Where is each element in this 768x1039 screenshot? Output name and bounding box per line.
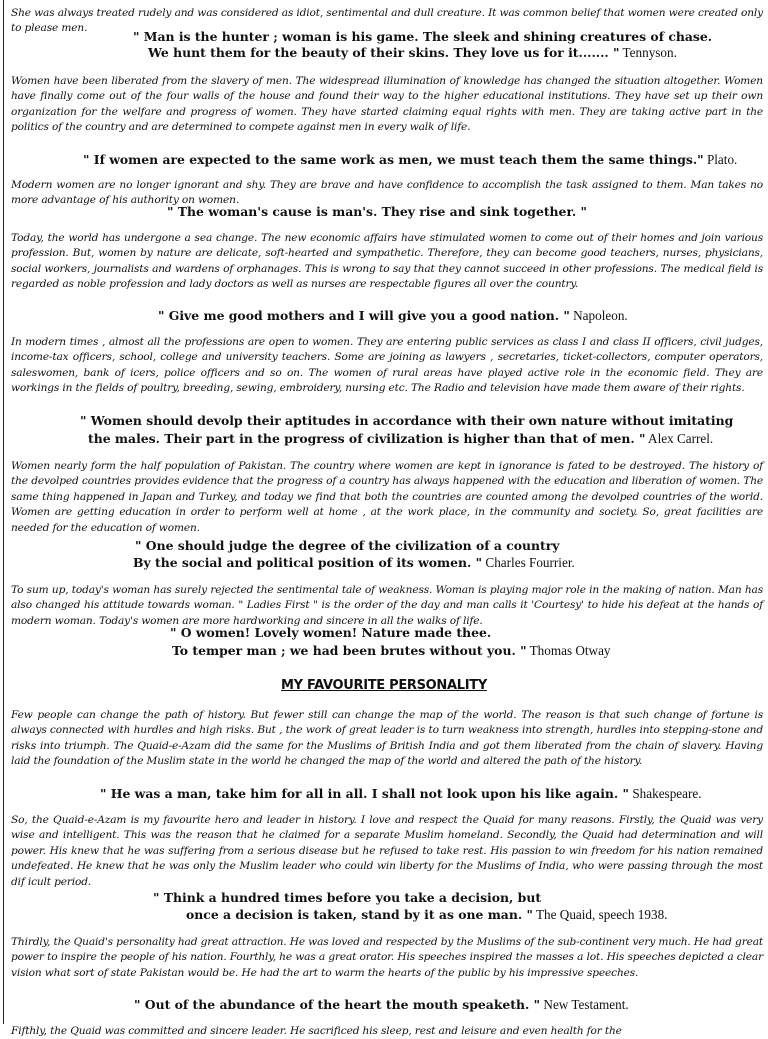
quote-text: " Women should devolp their aptitudes in accordance with their own nature without imitating xyxy=(80,413,734,428)
quote-author: Plato. xyxy=(703,152,738,167)
quote-text: " One should judge the degree of the civilization of a country xyxy=(135,538,560,553)
quote-text: " If women are expected to the same work as men, we must teach them the same things." xyxy=(83,152,704,167)
paragraph-intro: She was always treated rudely and was considered as idiot, sentimental and dull creature. It was common belief that women were created only to please men. xyxy=(11,6,763,35)
quote-text: the males. Their part in the progress of civilization is higher than that of men. " xyxy=(88,431,646,446)
quote-author: New Testament. xyxy=(540,997,629,1012)
quote-text: " He was a man, take him for all in all. I shall not look upon his like again. " xyxy=(100,786,630,801)
paragraph-sum-up: To sum up, today's woman has surely rejected the sentimental tale of weakness. Woman is playing major role in the making of nation. Man has also changed his attitude towards woman. " Ladies First " is the order of the day and man calls it 'Courtesy' to hide his defeat at the hands of modern woman. Today's women are more hardworking and sincere in all the walks of life. xyxy=(11,583,763,627)
quote-author: Shakespeare. xyxy=(629,786,702,801)
quote-author: Napoleon. xyxy=(569,308,628,323)
quote-author: Thomas Otway xyxy=(526,643,611,658)
paragraph-change-history: Few people can change the path of history. But fewer still can change the map of the world. The reason is that such change of fortune is always connected with hurdles and high risks. But , the work of great leader is to turn weakness into strength, hurdles into stepping-stone and risks into triumph. The Quaid-e-Azam did the same for the Muslims of British India and got them liberated from the chain of slavery. Having laid the foundation of the Muslim state in the world he changed the map of the world and altered the path of the history. xyxy=(11,708,763,768)
quote-text: " Out of the abundance of the heart the mouth speaketh. " xyxy=(134,997,541,1012)
paragraph-attraction: Thirdly, the Quaid's personality had great attraction. He was loved and respected by the Muslims of the sub-continent very much. He had great power to inspire the people of his nation. Fourthly, he was a great orator. His speeches inspired the masses a lot. His speeches depicted a clear vision what sort of state Pakistan would be. He had the art to warm the hearts of the public by his impressive speeches. xyxy=(11,935,763,979)
quote-text: once a decision is taken, stand by it as one man. " xyxy=(186,907,533,922)
quote-author: Tennyson. xyxy=(619,45,677,60)
quote-text: We hunt them for the beauty of their skins. They love us for it....... " xyxy=(148,45,620,60)
section-heading: MY FAVOURITE PERSONALITY xyxy=(281,678,487,693)
paragraph-favourite-hero: So, the Quaid-e-Azam is my favourite hero and leader in history. I love and respect the Quaid for many reasons. Firstly, the Quaid was very wise and intelligent. This was the reason that he claimed for a separate Muslim homeland. Secondly, the Quaid had determination and will power. His knew that he was suffering from a serious disease but he refused to take rest. His passion to win freedom for his nation remained undefeated. He knew that he was only the Muslim leader who could win liberty for the Muslims of India, who were passing through the most dif icult period. xyxy=(11,813,763,888)
quote-author: The Quaid, speech 1938. xyxy=(532,907,668,922)
paragraph-modern-women: Modern women are no longer ignorant and shy. They are brave and have confidence to accomplish the task assigned to them. Man takes no more advantage of his authority on women. xyxy=(11,178,763,207)
left-border-line xyxy=(3,0,4,1024)
paragraph-pakistan: Women nearly form the half population of Pakistan. The country where women are kept in ignorance is fated to be destroyed. The history of the devolped countries provides evidence that the progress of a country has always happened with the education and liberation of women. The same thing happened in Japan and Turkey, and today we find that both the countries are counted among the devolped countries of the world. Women are getting education in order to perform well at home , at the work place, in the community and society. So, great facilities are needed for the education of women. xyxy=(11,459,763,534)
quote-text: " Man is the hunter ; woman is his game. The sleek and shining creatures of chase. xyxy=(133,29,713,44)
quote-text: " Give me good mothers and I will give you a good nation. " xyxy=(158,308,570,323)
paragraph-women-liberated: Women have been liberated from the slavery of men. The widespread illumination of knowledge has changed the situation altogether. Women have finally come out of the four walls of the house and found their way to the higher educational institutions. They have set up their own organization for the welfare and progress of women. They have started claiming equal rights with men. They are taking active part in the politics of the country and are determined to compete against men in every walk of life. xyxy=(11,74,763,134)
quote-text: " Think a hundred times before you take a decision, but xyxy=(153,890,542,905)
quote-author: Alex Carrel. xyxy=(645,431,714,446)
quote-text: By the social and political position of its women. " xyxy=(133,555,483,570)
paragraph-committed-leader: Fifthly, the Quaid was committed and sincere leader. He sacrificed his sleep, rest and leisure and even health for the xyxy=(11,1024,622,1037)
paragraph-professions: In modern times , almost all the professions are open to women. They are entering public services as class I and class II officers, civil judges, income-tax officers, school, college and university teachers. Some are joining as lawyers , secretaries, ticket-collectors, computer operators, saleswomen, bank of icers, police officers and so on. The women of rural areas have played active role in the economic field. They are workings in the fields of poultry, breeding, sewing, embroidery, nursing etc. The Radio and television have made them aware of their rights. xyxy=(11,335,763,395)
quote-text: " The woman's cause is man's. They rise and sink together. " xyxy=(167,204,587,219)
paragraph-sea-change: Today, the world has undergone a sea change. The new economic affairs have stimulated women to come out of their homes and join various profession. But, women by nature are delicate, soft-hearted and sympathetic. Therefore, they can become good teachers, nurses, physicians, social workers, journalists and wardens of orphanages. This is wrong to say that they cannot succeed in other professions. The medical field is regarded as noble profession and lady doctors as well as nurses are respectable figures all over the country. xyxy=(11,231,763,291)
quote-author: Charles Fourrier. xyxy=(482,555,575,570)
quote-text: To temper man ; we had been brutes without you. " xyxy=(172,643,527,658)
quote-text: " O women! Lovely women! Nature made thee. xyxy=(170,625,492,640)
